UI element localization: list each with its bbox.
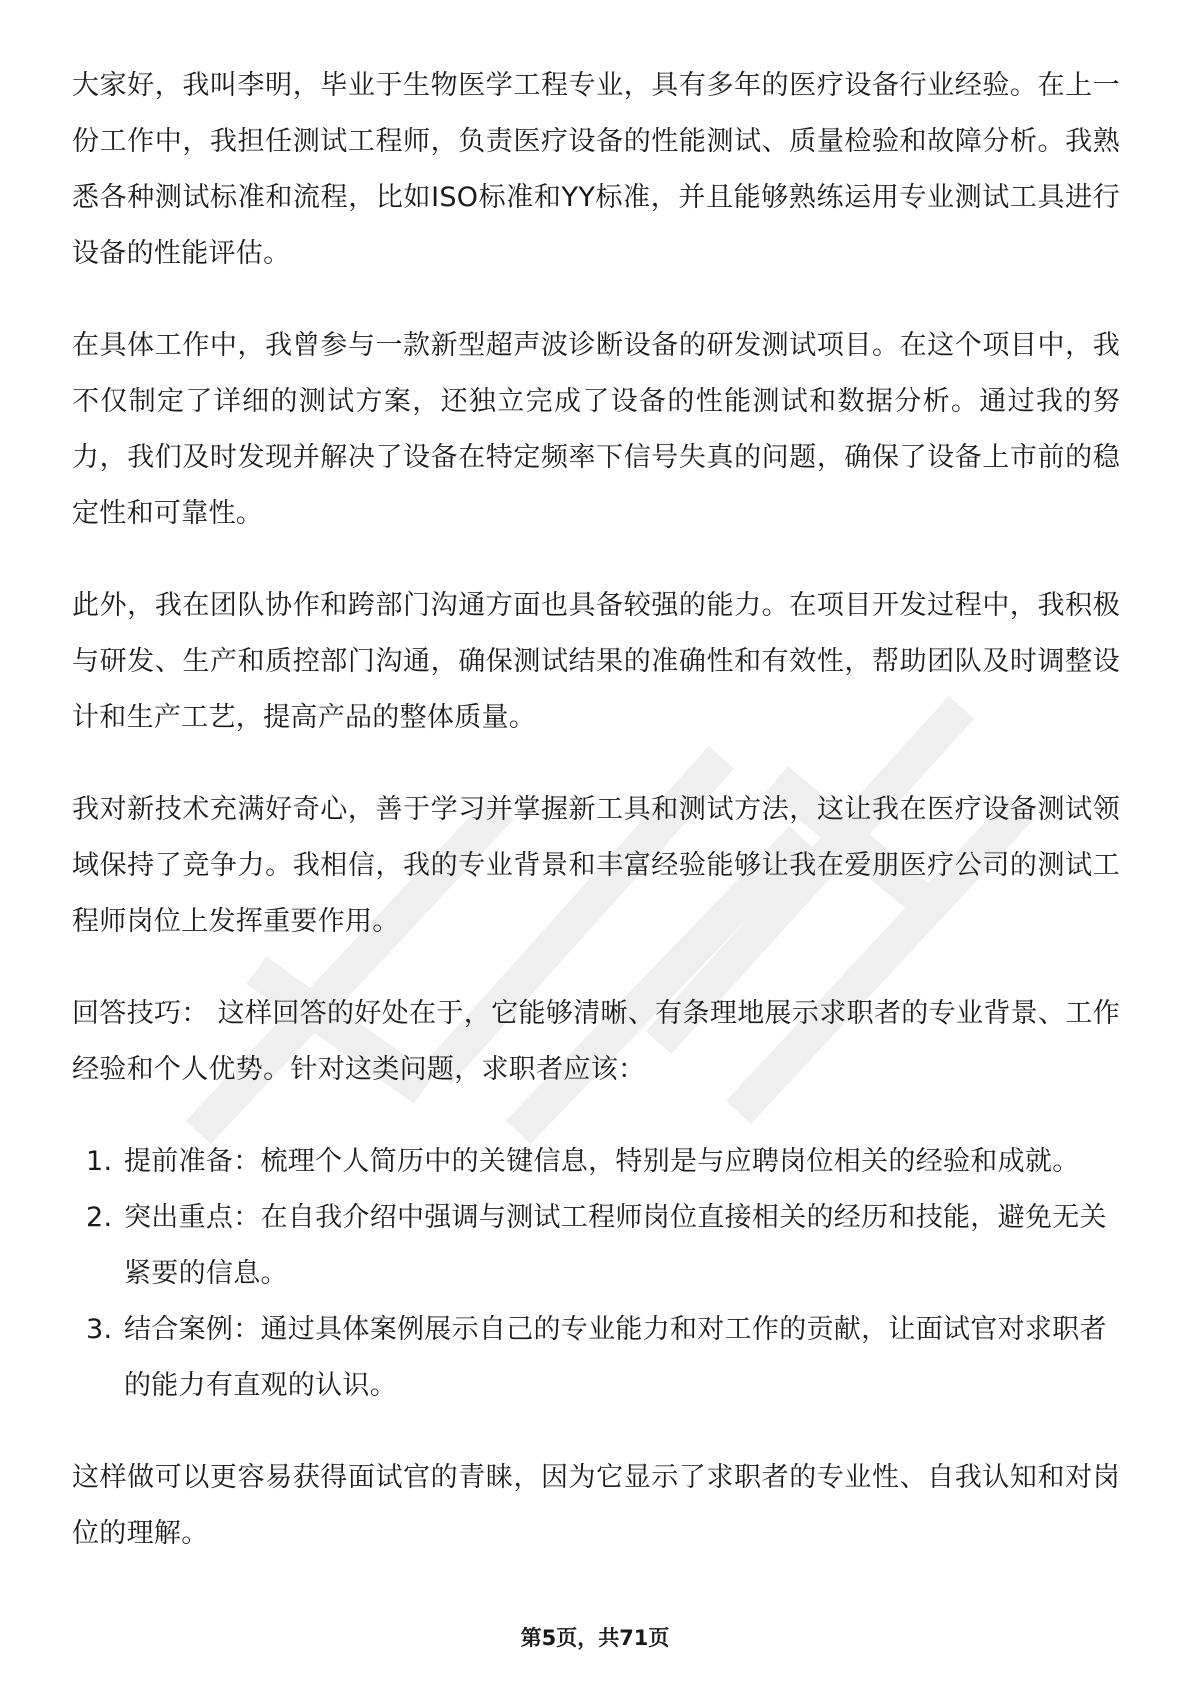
document-body bbox=[72, 58, 1120, 1598]
list-item-text: 提前准备：梳理个人简历中的关键信息，特别是与应聘岗位相关的经验和成就。 bbox=[124, 1146, 1080, 1177]
list-item-text: 结合案例：通过具体案例展示自己的专业能力和对工作的贡献，让面试官对求职者的能力有直观的认识。 bbox=[124, 1314, 1107, 1401]
paragraph-closing: 这样做可以更容易获得面试官的青睐，因为它显示了求职者的专业性、自我认知和对岗位的理解。 bbox=[72, 1462, 1120, 1549]
list-number: 1. bbox=[86, 1146, 113, 1177]
list-item bbox=[72, 1134, 1120, 1190]
list-number: 3. bbox=[86, 1314, 113, 1345]
list-number: 2. bbox=[86, 1202, 113, 1233]
paragraph-intro: 大家好，我叫李明，毕业于生物医学工程专业，具有多年的医疗设备行业经验。在上一份工作中，我担任测试工程师，负责医疗设备的性能测试、质量检验和故障分析。我熟悉各种测试标准和流程，比如ISO标准和YY标准，并且能够熟练运用专业测试工具进行设备的性能评估。 bbox=[72, 70, 1120, 269]
list-item bbox=[72, 1190, 1120, 1302]
tips-list bbox=[72, 1134, 1120, 1414]
paragraph-project: 在具体工作中，我曾参与一款新型超声波诊断设备的研发测试项目。在这个项目中，我不仅制定了详细的测试方案，还独立完成了设备的性能测试和数据分析。通过我的努力，我们及时发现并解决了设备在特定频率下信号失真的问题，确保了设备上市前的稳定性和可靠性。 bbox=[72, 330, 1120, 529]
paragraph-teamwork: 此外，我在团队协作和跨部门沟通方面也具备较强的能力。在项目开发过程中，我积极与研发、生产和质控部门沟通，确保测试结果的准确性和有效性，帮助团队及时调整设计和生产工艺，提高产品的整体质量。 bbox=[72, 590, 1120, 733]
paragraph-learning: 我对新技术充满好奇心，善于学习并掌握新工具和测试方法，这让我在医疗设备测试领域保持了竞争力。我相信，我的专业背景和丰富经验能够让我在爱朋医疗公司的测试工程师岗位上发挥重要作用。 bbox=[72, 794, 1120, 937]
list-item bbox=[72, 1302, 1120, 1414]
list-item-text: 突出重点：在自我介绍中强调与测试工程师岗位直接相关的经历和技能，避免无关紧要的信息。 bbox=[124, 1202, 1107, 1289]
page-footer: 第5页，共71页 bbox=[520, 1626, 670, 1650]
paragraph-tips-intro: 回答技巧： 这样回答的好处在于，它能够清晰、有条理地展示求职者的专业背景、工作经验和个人优势。针对这类问题，求职者应该： bbox=[72, 998, 1120, 1085]
